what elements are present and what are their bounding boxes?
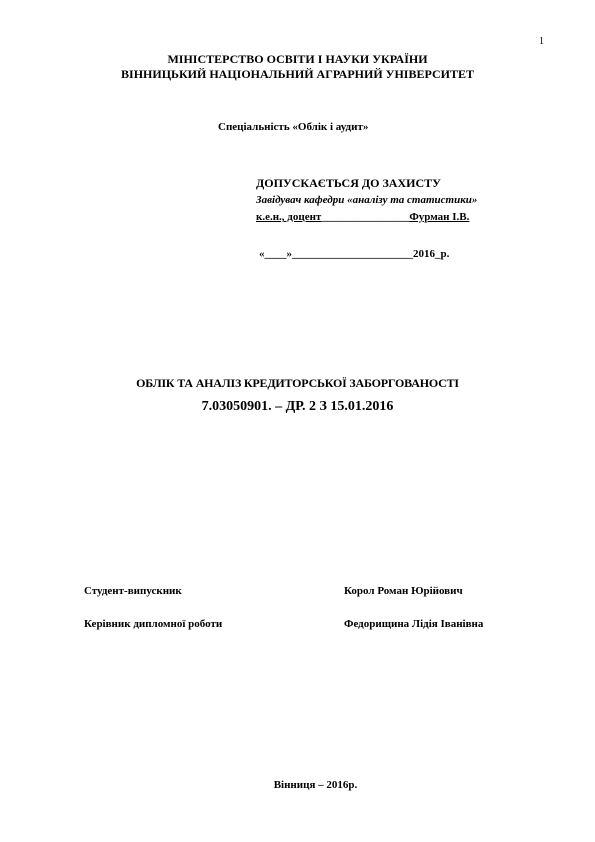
date-suffix: _р.	[435, 248, 450, 260]
approval-date	[259, 248, 449, 260]
specialty-line: Спеціальність «Облік і аудит»	[218, 121, 369, 133]
head-of-department: Завідувач кафедри «аналізу та статистики»	[256, 194, 478, 206]
approval-title: ДОПУСКАЄТЬСЯ ДО ЗАХИСТУ	[256, 176, 441, 190]
work-code: 7.03050901. – ДР. 2 З 15.01.2016	[201, 399, 394, 414]
city-year-footer: Вінниця – 2016р.	[273, 779, 358, 791]
ministry-heading: МІНІСТЕРСТВО ОСВІТИ І НАУКИ УКРАЇНИ	[167, 52, 428, 66]
date-close-quote: »	[286, 248, 292, 260]
head-signature-line	[256, 211, 469, 223]
page-number: 1	[539, 36, 544, 47]
signature-blank: ________________	[321, 211, 410, 223]
university-heading: ВІННИЦЬКИЙ НАЦІОНАЛЬНИЙ АГРАРНИЙ УНІВЕРСИТЕТ	[121, 67, 474, 81]
date-day-blank: ____	[264, 248, 287, 260]
supervisor-name: Федорищина Лідія Іванівна	[344, 618, 484, 630]
date-month-blank: ______________________	[292, 248, 413, 260]
date-year: 2016	[413, 248, 435, 260]
work-title: ОБЛІК ТА АНАЛІЗ КРЕДИТОРСЬКОЇ ЗАБОРГОВАНОСТІ	[136, 376, 459, 390]
supervisor-label: Керівник дипломної роботи	[84, 618, 223, 630]
head-name: Фурман І.В.	[409, 211, 470, 223]
student-label: Студент-випускник	[84, 585, 182, 597]
degree: к.е.н., доцент	[256, 211, 322, 223]
student-name: Корол Роман Юрійович	[344, 585, 463, 597]
date-open-quote: «	[259, 248, 265, 260]
